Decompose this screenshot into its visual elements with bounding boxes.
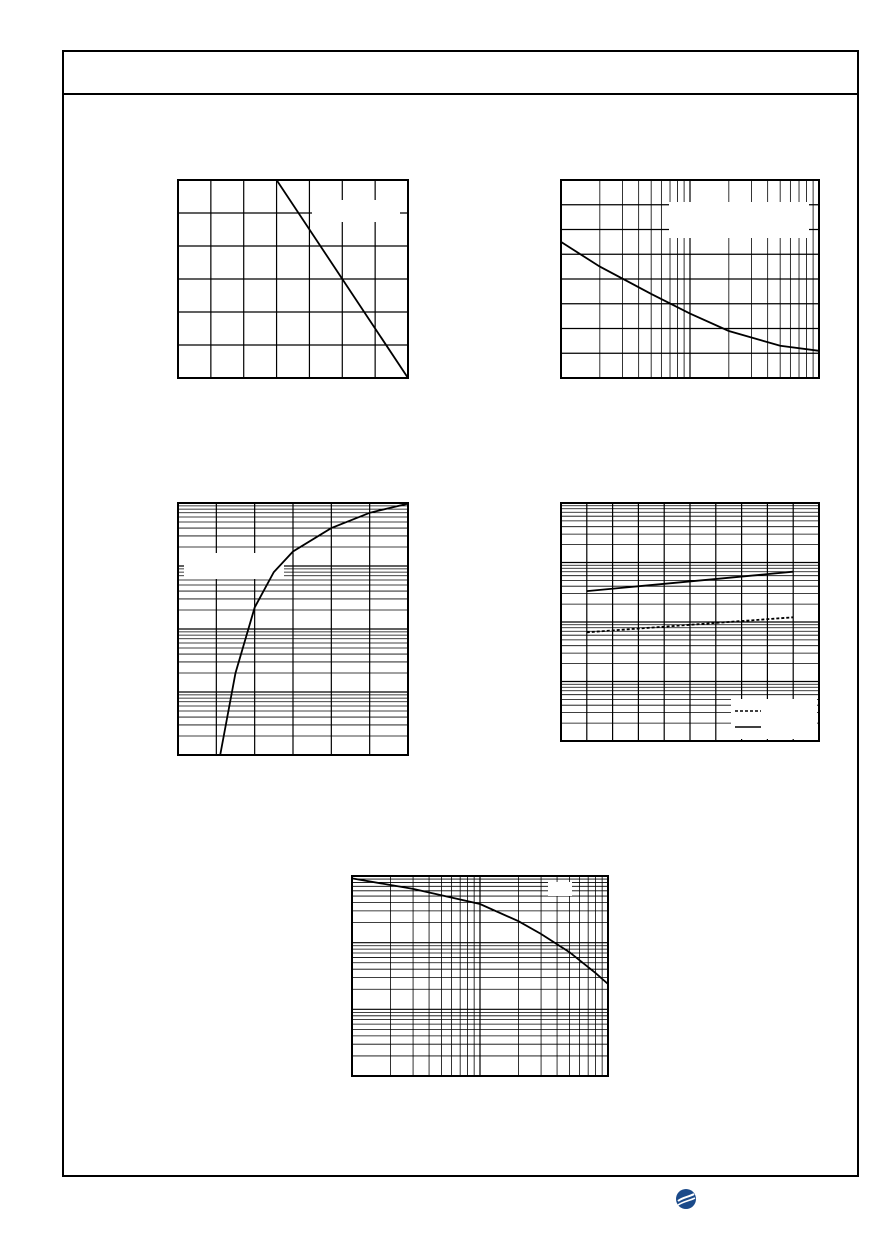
chart-2 bbox=[561, 180, 819, 378]
chart-1 bbox=[178, 180, 408, 378]
legend-box bbox=[669, 202, 809, 238]
legend-box bbox=[548, 882, 572, 896]
legend bbox=[731, 699, 817, 739]
brand-logo-icon bbox=[675, 1188, 697, 1210]
chart-4 bbox=[561, 503, 819, 741]
legend-box bbox=[184, 553, 284, 579]
chart-5 bbox=[352, 876, 608, 1076]
chart-3 bbox=[178, 503, 408, 755]
legend-box bbox=[312, 200, 400, 222]
